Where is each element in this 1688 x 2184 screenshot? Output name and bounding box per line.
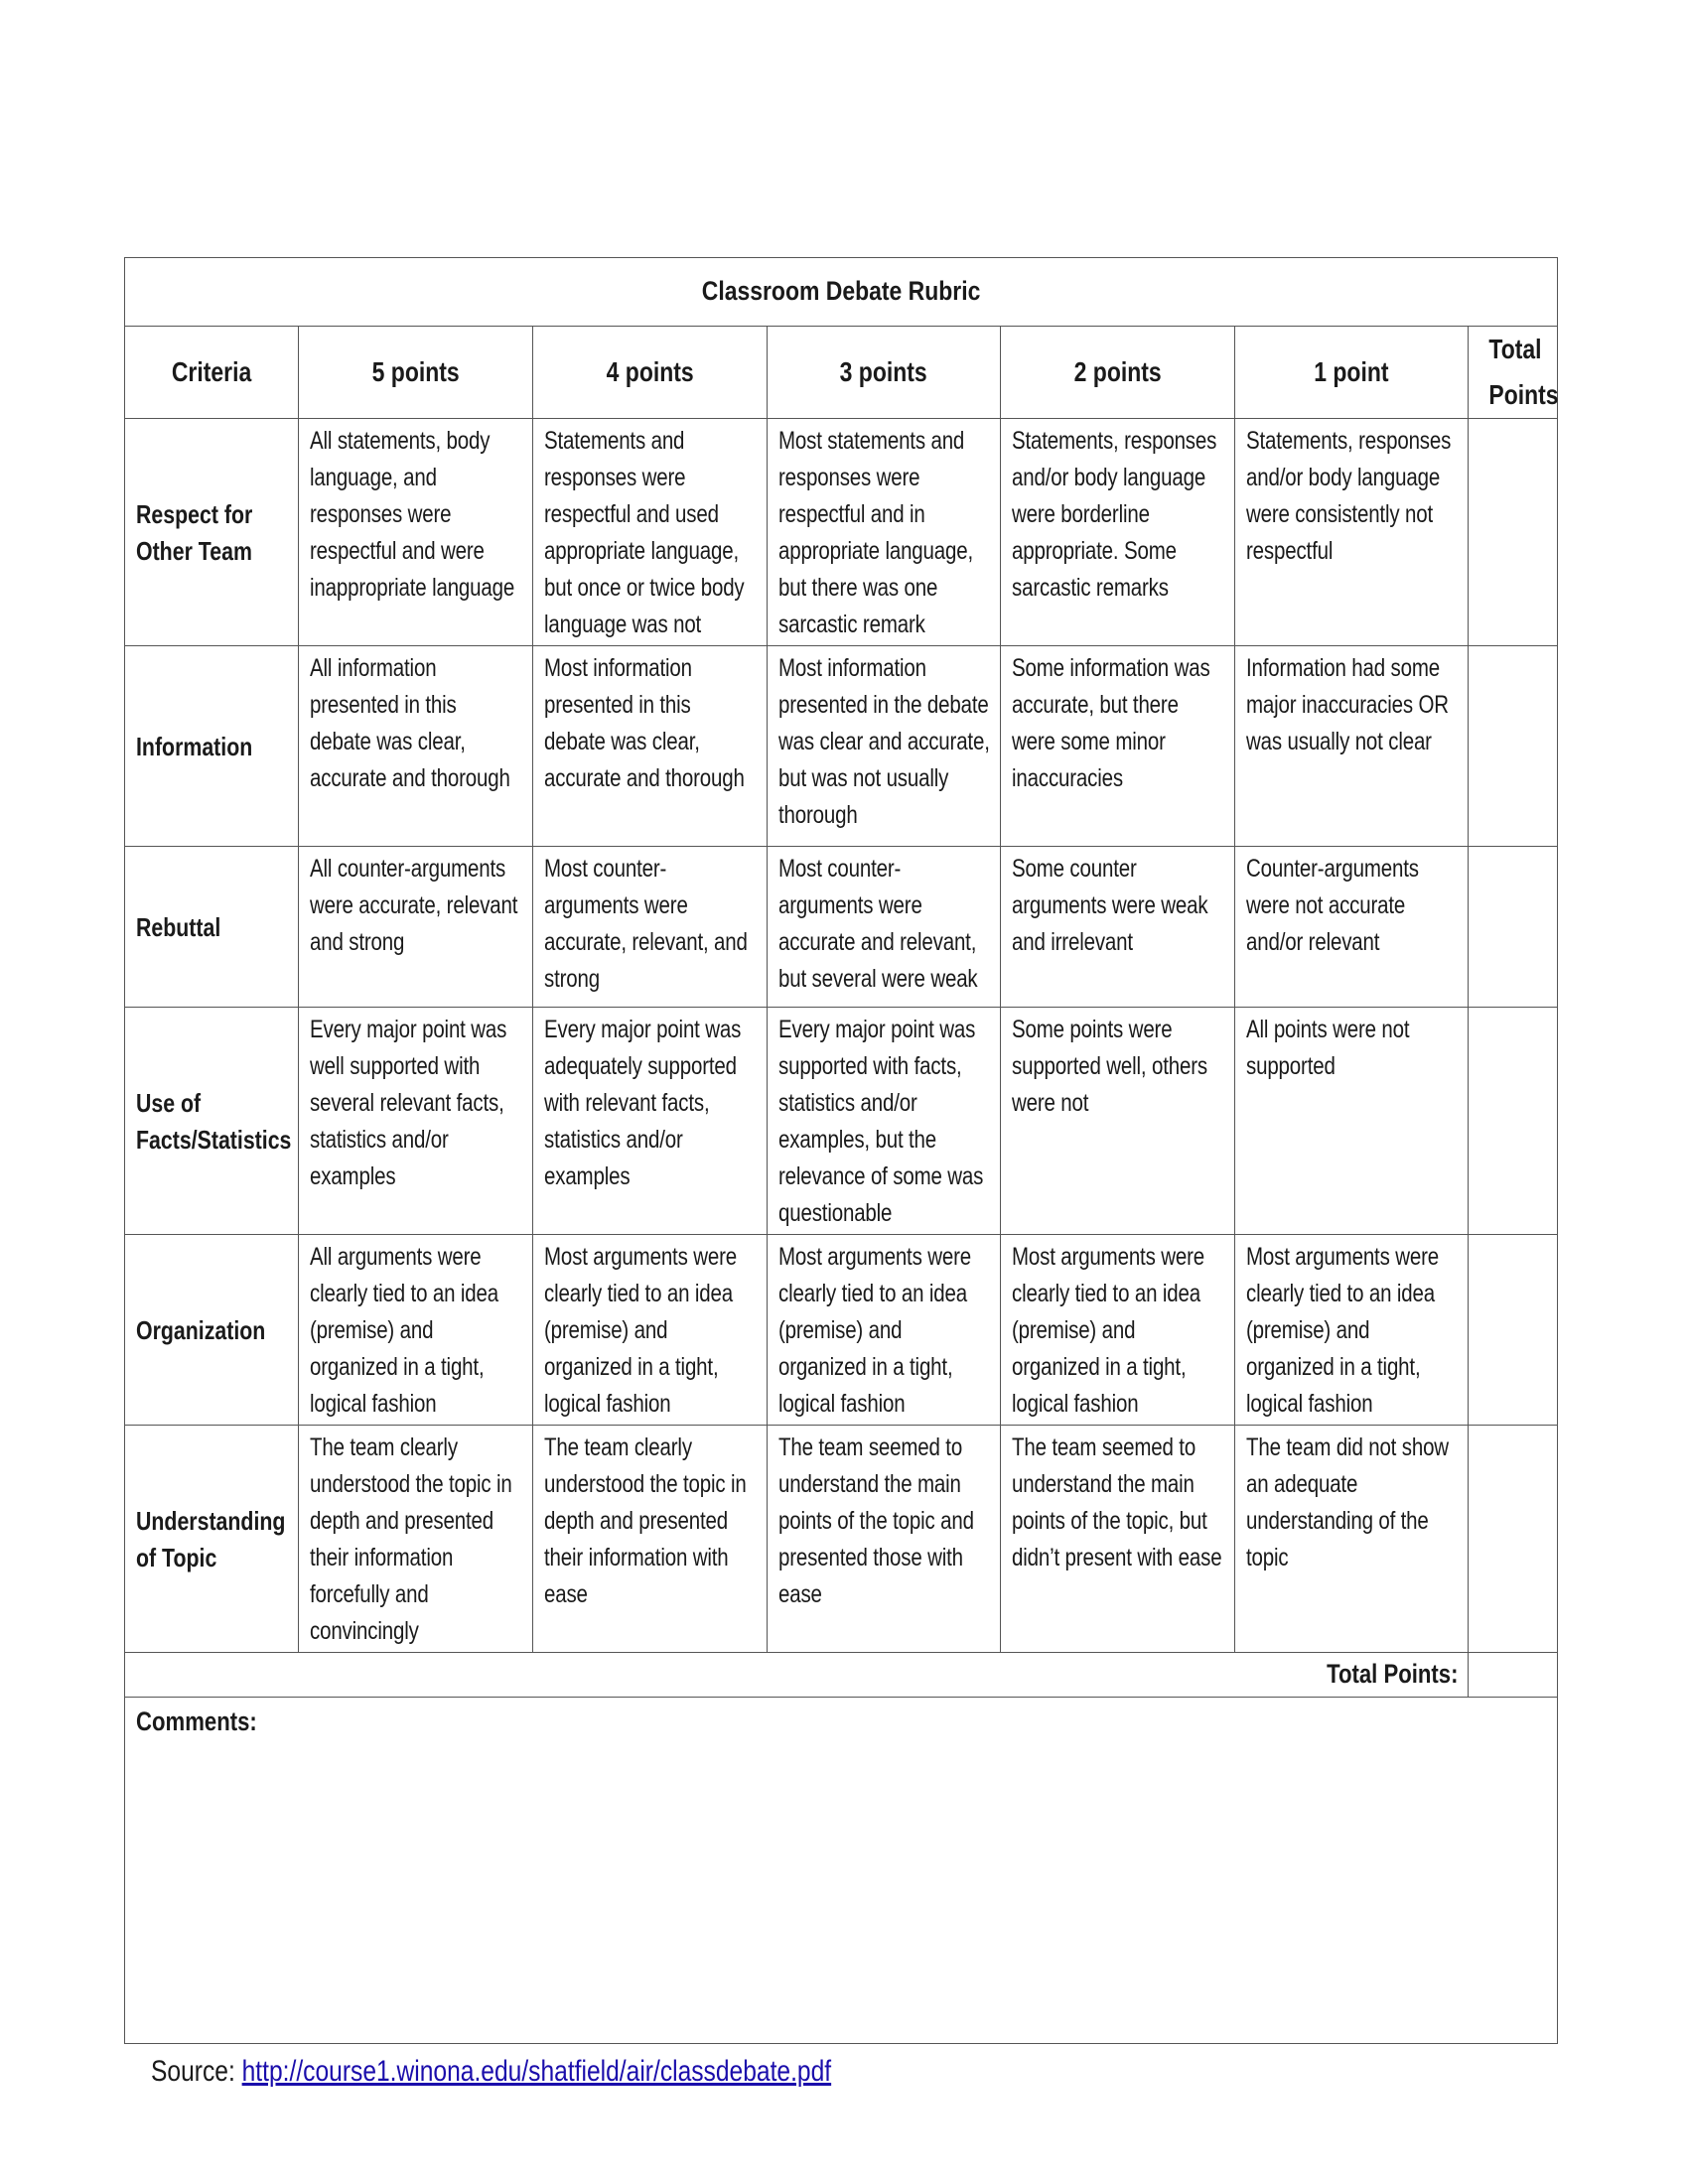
rating-cell: Some information was accurate, but there were some minor inaccuracies <box>1001 646 1235 847</box>
header-1-point: 1 point <box>1235 327 1469 419</box>
criterion-facts-statistics: Use of Facts/Statistics <box>136 1088 292 1155</box>
criterion-cell <box>125 1426 299 1653</box>
rubric-title: Classroom Debate Rubric <box>701 276 981 306</box>
comments-row <box>125 1698 1558 2044</box>
header-5-points: 5 points <box>299 327 533 419</box>
criterion-information: Information <box>136 732 253 761</box>
rating-cell: All arguments were clearly tied to an idea (premise) and organized in a tight, logical fashion <box>299 1235 533 1426</box>
source-label: Source: <box>151 2055 235 2088</box>
criterion-cell <box>125 1235 299 1426</box>
rating-cell: All points were not supported <box>1235 1008 1469 1235</box>
total-row <box>125 1653 1558 1698</box>
criterion-rebuttal: Rebuttal <box>136 912 221 942</box>
source-link[interactable]: http://course1.winona.edu/shatfield/air/classdebate.pdf <box>241 2055 832 2088</box>
table-row <box>125 419 1558 646</box>
rating-cell: Most arguments were clearly tied to an idea (premise) and organized in a tight, logical fashion <box>1235 1235 1469 1426</box>
rating-cell: Some points were supported well, others were not <box>1001 1008 1235 1235</box>
rating-cell: Information had some major inaccuracies OR was usually not clear <box>1235 646 1469 847</box>
rating-cell: Statements and responses were respectful and used appropriate language, but once or twice body language was not <box>533 419 768 646</box>
rating-cell: Most information presented in this debate was clear, accurate and thorough <box>533 646 768 847</box>
total-points-cell[interactable] <box>1469 419 1558 646</box>
table-row <box>125 1235 1558 1426</box>
header-total-points: Total Points <box>1469 327 1558 419</box>
total-points-cell[interactable] <box>1469 847 1558 1008</box>
rating-cell: Every major point was adequately supported with relevant facts, statistics and/or examples <box>533 1008 768 1235</box>
table-row <box>125 646 1558 847</box>
total-points-label: Total Points: <box>1326 1659 1458 1689</box>
rating-cell: The team clearly understood the topic in depth and presented their information with ease <box>533 1426 768 1653</box>
rating-cell: Most arguments were clearly tied to an idea (premise) and organized in a tight, logical fashion <box>1001 1235 1235 1426</box>
total-label-cell <box>125 1653 1469 1698</box>
rating-cell: Every major point was supported with facts, statistics and/or examples, but the relevance of some was questionable <box>768 1008 1001 1235</box>
criterion-cell <box>125 847 299 1008</box>
header-4-points: 4 points <box>533 327 768 419</box>
table-row <box>125 1426 1558 1653</box>
table-row <box>125 847 1558 1008</box>
rating-cell: The team seemed to understand the main points of the topic and presented those with ease <box>768 1426 1001 1653</box>
rating-cell: Statements, responses and/or body language were consistently not respectful <box>1235 419 1469 646</box>
criterion-understanding: Understanding of Topic <box>136 1506 286 1572</box>
rating-cell: Every major point was well supported with several relevant facts, statistics and/or examples <box>299 1008 533 1235</box>
rating-cell: Most statements and responses were respectful and in appropriate language, but there was one sarcastic remark <box>768 419 1001 646</box>
comments-label: Comments: <box>136 1706 257 1736</box>
criterion-cell <box>125 419 299 646</box>
rubric-table <box>124 257 1558 2044</box>
rating-cell: All statements, body language, and responses were respectful and were inappropriate language <box>299 419 533 646</box>
rating-cell: All counter-arguments were accurate, relevant and strong <box>299 847 533 1008</box>
criterion-cell <box>125 1008 299 1235</box>
comments-area[interactable] <box>125 1698 1558 2044</box>
header-3-points: 3 points <box>768 327 1001 419</box>
rating-cell: All information presented in this debate was clear, accurate and thorough <box>299 646 533 847</box>
source-line <box>151 2055 831 2089</box>
criterion-cell <box>125 646 299 847</box>
title-cell <box>125 258 1558 327</box>
header-2-points: 2 points <box>1001 327 1235 419</box>
total-points-cell[interactable] <box>1469 1426 1558 1653</box>
table-row <box>125 1008 1558 1235</box>
grand-total-cell[interactable] <box>1469 1653 1558 1698</box>
header-row <box>125 327 1558 419</box>
rating-cell: Statements, responses and/or body language were borderline appropriate. Some sarcastic remarks <box>1001 419 1235 646</box>
header-criteria: Criteria <box>125 327 299 419</box>
rating-cell: The team clearly understood the topic in depth and presented their information forcefully and convincingly <box>299 1426 533 1653</box>
rating-cell: Most counter-arguments were accurate, relevant, and strong <box>533 847 768 1008</box>
rating-cell: The team seemed to understand the main points of the topic, but didn’t present with ease <box>1001 1426 1235 1653</box>
criterion-organization: Organization <box>136 1315 266 1345</box>
rating-cell: Most information presented in the debate was clear and accurate, but was not usually thorough <box>768 646 1001 847</box>
rating-cell: Counter-arguments were not accurate and/or relevant <box>1235 847 1469 1008</box>
rating-cell: Most arguments were clearly tied to an idea (premise) and organized in a tight, logical fashion <box>533 1235 768 1426</box>
total-points-cell[interactable] <box>1469 1235 1558 1426</box>
criterion-respect: Respect for Other Team <box>136 499 253 566</box>
rating-cell: The team did not show an adequate understanding of the topic <box>1235 1426 1469 1653</box>
rating-cell: Most counter-arguments were accurate and relevant, but several were weak <box>768 847 1001 1008</box>
total-points-cell[interactable] <box>1469 1008 1558 1235</box>
rating-cell: Most arguments were clearly tied to an idea (premise) and organized in a tight, logical fashion <box>768 1235 1001 1426</box>
total-points-cell[interactable] <box>1469 646 1558 847</box>
title-row <box>125 258 1558 327</box>
rating-cell: Some counter arguments were weak and irrelevant <box>1001 847 1235 1008</box>
